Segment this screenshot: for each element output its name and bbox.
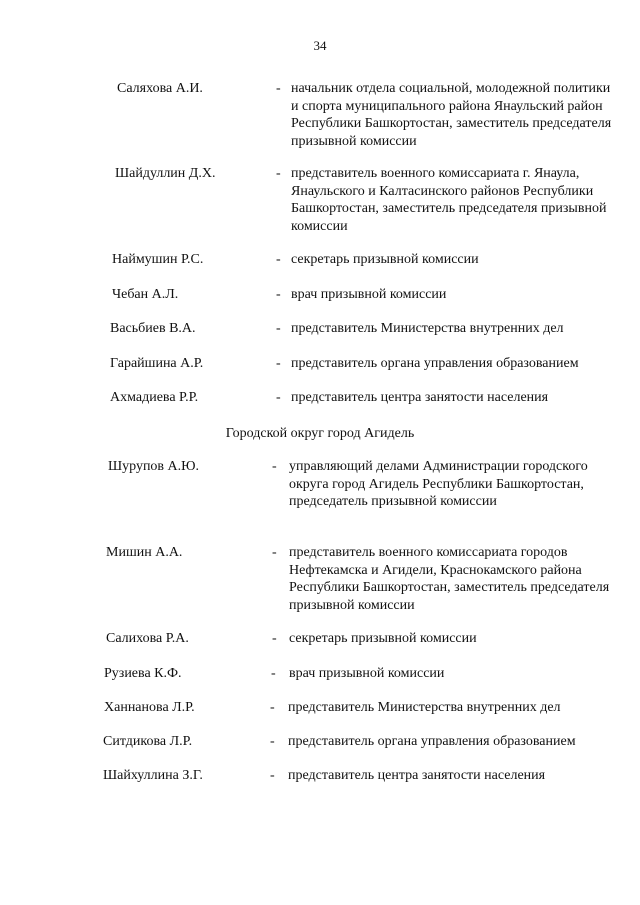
dash: - [271,666,276,681]
section-heading: Городской округ город Агидель [225,426,415,441]
dash: - [276,81,281,96]
member-role: начальник отдела социальной, молодежной политики и спорта муниципального района Янаульский район Республики Башкортостан, заместитель председателя призывной комиссии [291,81,612,149]
member-role: управляющий делами Администрации городского округа город Агидель Республики Башкортостан, председатель призывной комиссии [289,459,588,509]
dash: - [270,734,275,749]
member-role: представитель органа управления образованием [288,734,576,749]
member-role: представитель военного комиссариата г. Янаула, Янаульского и Калтасинского районов Республики Башкортостан, заместитель председателя призывной комиссии [291,166,607,234]
dash: - [276,356,281,371]
dash: - [272,545,277,560]
dash: - [276,287,281,302]
member-name: Наймушин Р.С. [112,252,204,267]
member-role: представитель центра занятости населения [291,390,549,405]
member-role: секретарь призывной комиссии [291,252,479,267]
dash: - [272,631,277,646]
member-name: Саляхова А.И. [117,81,203,96]
member-role: представитель органа управления образованием [291,356,579,371]
member-name: Салихова Р.А. [106,631,189,646]
dash: - [270,768,275,783]
member-name: Ханнанова Л.Р. [104,700,195,715]
member-role: врач призывной комиссии [291,287,447,302]
member-name: Гарайшина А.Р. [110,356,204,371]
member-role: врач призывной комиссии [289,666,445,681]
member-role: представитель центра занятости населения [288,768,546,783]
dash: - [276,321,281,336]
member-name: Мишин А.А. [106,545,183,560]
dash: - [276,252,281,267]
member-name: Чебан А.Л. [112,287,179,302]
dash: - [270,700,275,715]
member-role: секретарь призывной комиссии [289,631,477,646]
dash: - [272,459,277,474]
member-role: представитель Министерства внутренних дел [291,321,564,336]
member-role: представитель Министерства внутренних дел [288,700,561,715]
member-name: Ситдикова Л.Р. [103,734,193,749]
member-name: Ахмадиева Р.Р. [110,390,199,405]
member-role: представитель военного комиссариата городов Нефтекамска и Агидели, Краснокамского района Республики Башкортостан, заместитель председателя призывной комиссии [289,545,610,613]
member-name: Шайдуллин Д.Х. [115,166,216,181]
member-name: Шайхуллина З.Г. [103,768,203,783]
dash: - [276,390,281,405]
member-name: Шурупов А.Ю. [108,459,200,474]
page-number: 34 [313,38,327,53]
dash: - [276,166,281,181]
member-name: Рузиева К.Ф. [104,666,182,681]
member-name: Васьбиев В.А. [110,321,196,336]
